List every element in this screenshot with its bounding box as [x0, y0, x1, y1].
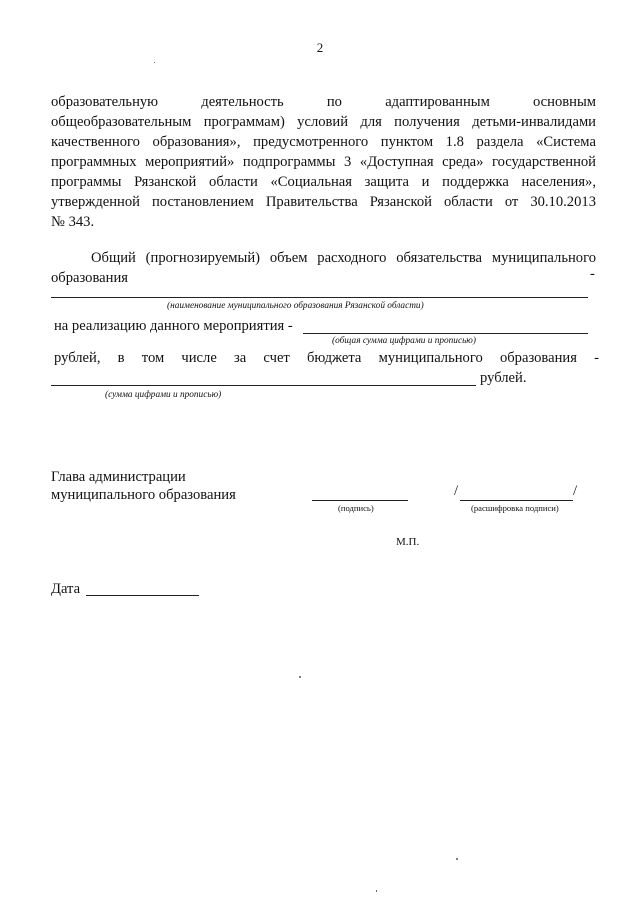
paragraph-1-line: программных мероприятий» подпрограммы 3 «Доступная среда» государственной — [51, 154, 596, 170]
scan-speck — [154, 62, 155, 63]
date-line — [86, 595, 199, 596]
total-sum-line — [303, 333, 588, 334]
paragraph-1-line: общеобразовательным программам) условий для получения детьми-инвалидами — [51, 114, 596, 130]
signature-line — [312, 500, 408, 501]
scan-speck — [376, 890, 377, 892]
slash-left: / — [454, 483, 459, 499]
head-title-line-1: Глава администрации — [51, 469, 186, 485]
paragraph-1-line: программы Рязанской области «Социальная защита и поддержка населения», — [51, 174, 596, 190]
page-number: 2 — [316, 40, 324, 55]
municipality-name-line — [51, 297, 588, 298]
budget-line: рублей, в том числе за счет бюджета муниципального образования - — [54, 350, 599, 366]
paragraph-1-last-line: № 343. — [51, 214, 95, 230]
paragraph-1-line: утвержденной постановлением Правительства Рязанской области от 30.10.2013 — [51, 194, 596, 210]
caption-decoding: (расшифровка подписи) — [471, 503, 559, 513]
caption-municipality: (наименование муниципального образования Рязанской области) — [167, 301, 424, 311]
implementation-line: на реализацию данного мероприятия - — [54, 318, 293, 334]
expenditure-line-2: образования — [51, 270, 128, 286]
paragraph-1-line: образовательную деятельность по адаптированным основным — [51, 94, 596, 110]
scan-speck — [456, 858, 458, 860]
expenditure-dash: - — [590, 266, 595, 282]
slash-right: / — [573, 483, 578, 499]
date-label: Дата — [51, 581, 81, 597]
caption-sum: (сумма цифрами и прописью) — [105, 390, 222, 400]
head-title-line-2: муниципального образования — [51, 487, 236, 503]
paragraph-1-line: качественного образования», предусмотренного пунктом 1.8 раздела «Системa — [51, 134, 596, 150]
caption-signature: (подпись) — [338, 503, 374, 513]
rubles-suffix: рублей. — [480, 370, 527, 386]
scan-speck — [299, 676, 301, 678]
budget-sum-line — [51, 385, 476, 386]
signature-decoding-line — [460, 500, 573, 501]
expenditure-line-1: Общий (прогнозируемый) объем расходного обязательства муниципального — [91, 250, 596, 266]
caption-total: (общая сумма цифрами и прописью) — [332, 336, 476, 346]
seal-mark: М.П. — [396, 536, 420, 548]
